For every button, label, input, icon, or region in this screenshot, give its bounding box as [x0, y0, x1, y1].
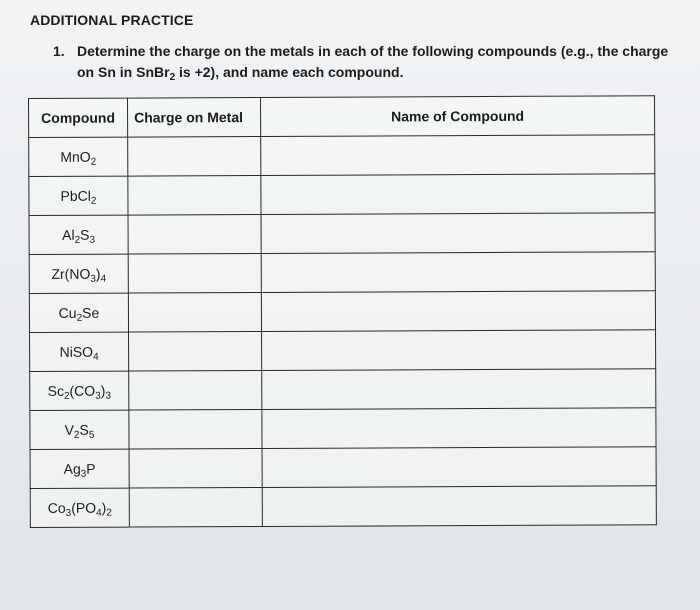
formula-text: O	[79, 148, 91, 165]
table-row	[30, 486, 656, 528]
name-of-compound-cell[interactable]	[262, 408, 656, 449]
name-of-compound-cell[interactable]	[262, 369, 656, 410]
name-of-compound-cell[interactable]	[262, 447, 656, 488]
compound-formula	[29, 176, 128, 215]
question-text-line-1: Determine the charge on the metals in each of the following compounds (e.g., the charge	[77, 43, 669, 59]
formula-subscript: 3	[65, 507, 72, 519]
charge-on-metal-cell[interactable]	[129, 331, 262, 371]
compound-formula	[29, 254, 128, 293]
formula-subscript: 2	[74, 234, 81, 246]
header-compound: Compound	[29, 98, 128, 137]
question-text-line-2-start: on Sn in SnBr	[77, 64, 170, 80]
name-of-compound-cell[interactable]	[262, 330, 656, 371]
compound-formula	[29, 293, 128, 332]
charge-on-metal-cell[interactable]	[128, 214, 261, 254]
compound-formula	[30, 332, 129, 371]
formula-subscript: 2	[90, 195, 97, 207]
table-row	[29, 135, 655, 177]
formula-text: O	[79, 265, 91, 282]
compound-formula	[30, 371, 129, 410]
compound-formula	[30, 449, 129, 488]
formula-text: Pb	[60, 187, 78, 204]
formula-subscript: 2	[73, 429, 80, 441]
formula-text: V	[64, 421, 74, 438]
table-row	[30, 369, 656, 411]
formula-text: S	[80, 226, 90, 243]
formula-subscript: 3	[80, 468, 87, 480]
question-text-line-2-subscript: 2	[169, 72, 176, 83]
compound-formula	[30, 410, 129, 449]
table-row	[30, 330, 656, 372]
table-row	[29, 252, 655, 294]
formula-text: P	[86, 460, 96, 477]
formula-text: )	[100, 382, 106, 399]
formula-text: O	[82, 343, 94, 360]
formula-subscript: 2	[76, 312, 83, 324]
formula-text: O	[85, 499, 97, 516]
table-row	[30, 447, 656, 489]
header-charge-on-metal: Charge on Metal	[128, 97, 261, 137]
name-of-compound-cell[interactable]	[262, 486, 656, 527]
charge-on-metal-cell[interactable]	[128, 253, 261, 293]
charge-on-metal-cell[interactable]	[129, 409, 262, 449]
question-text	[77, 41, 677, 83]
table-row	[30, 408, 656, 450]
formula-text: Al	[62, 226, 75, 243]
worksheet-table	[28, 95, 657, 528]
formula-text: O	[84, 382, 96, 399]
formula-subscript: 3	[90, 273, 96, 285]
charge-on-metal-cell[interactable]	[129, 448, 262, 488]
worksheet-table-container	[28, 95, 657, 522]
name-of-compound-cell[interactable]	[261, 135, 655, 176]
question-number: 1.	[53, 43, 65, 59]
formula-subscript: 5	[88, 429, 95, 441]
formula-subscript: 3	[95, 390, 101, 402]
formula-text: Mn	[60, 148, 80, 165]
table-row	[29, 291, 655, 333]
formula-subscript: 3	[89, 234, 96, 246]
question-text-line-2-end: is +2), and name each compound.	[175, 64, 404, 80]
name-of-compound-cell[interactable]	[261, 213, 655, 254]
page-heading: ADDITIONAL PRACTICE	[30, 12, 194, 28]
name-of-compound-cell[interactable]	[261, 291, 655, 332]
table-header-row	[29, 96, 655, 138]
header-name-of-compound: Name of Compound	[260, 96, 654, 137]
formula-text: S	[79, 421, 89, 438]
formula-text: Co	[47, 499, 66, 516]
compound-formula	[29, 215, 128, 254]
name-of-compound-cell[interactable]	[261, 174, 655, 215]
charge-on-metal-cell[interactable]	[129, 487, 262, 527]
compound-formula	[30, 488, 129, 527]
charge-on-metal-cell[interactable]	[128, 136, 261, 176]
formula-text: Cu	[58, 304, 77, 321]
table-row	[29, 213, 655, 255]
name-of-compound-cell[interactable]	[261, 252, 655, 293]
formula-subscript: 2	[106, 507, 112, 519]
formula-text: Cl	[77, 187, 91, 204]
formula-text: Ag	[63, 460, 81, 477]
formula-subscript: 2	[63, 390, 70, 402]
formula-text: Zr(N	[51, 265, 80, 282]
formula-subscript: 2	[90, 156, 97, 168]
charge-on-metal-cell[interactable]	[128, 175, 261, 215]
compound-formula	[29, 137, 128, 176]
formula-subscript: 4	[100, 273, 107, 285]
formula-subscript: 4	[96, 507, 102, 519]
formula-text: )	[95, 265, 101, 282]
formula-subscript: 3	[105, 390, 112, 402]
formula-text: (P	[71, 499, 86, 516]
formula-text: Sc	[47, 382, 64, 399]
charge-on-metal-cell[interactable]	[128, 292, 261, 332]
formula-text: (C	[69, 382, 85, 399]
formula-text: Se	[82, 304, 100, 321]
formula-text: NiS	[59, 343, 83, 360]
formula-subscript: 4	[93, 351, 99, 363]
table-row	[29, 174, 655, 216]
formula-text: )	[101, 499, 107, 516]
charge-on-metal-cell[interactable]	[129, 370, 262, 410]
question-text-line-2	[77, 62, 677, 83]
